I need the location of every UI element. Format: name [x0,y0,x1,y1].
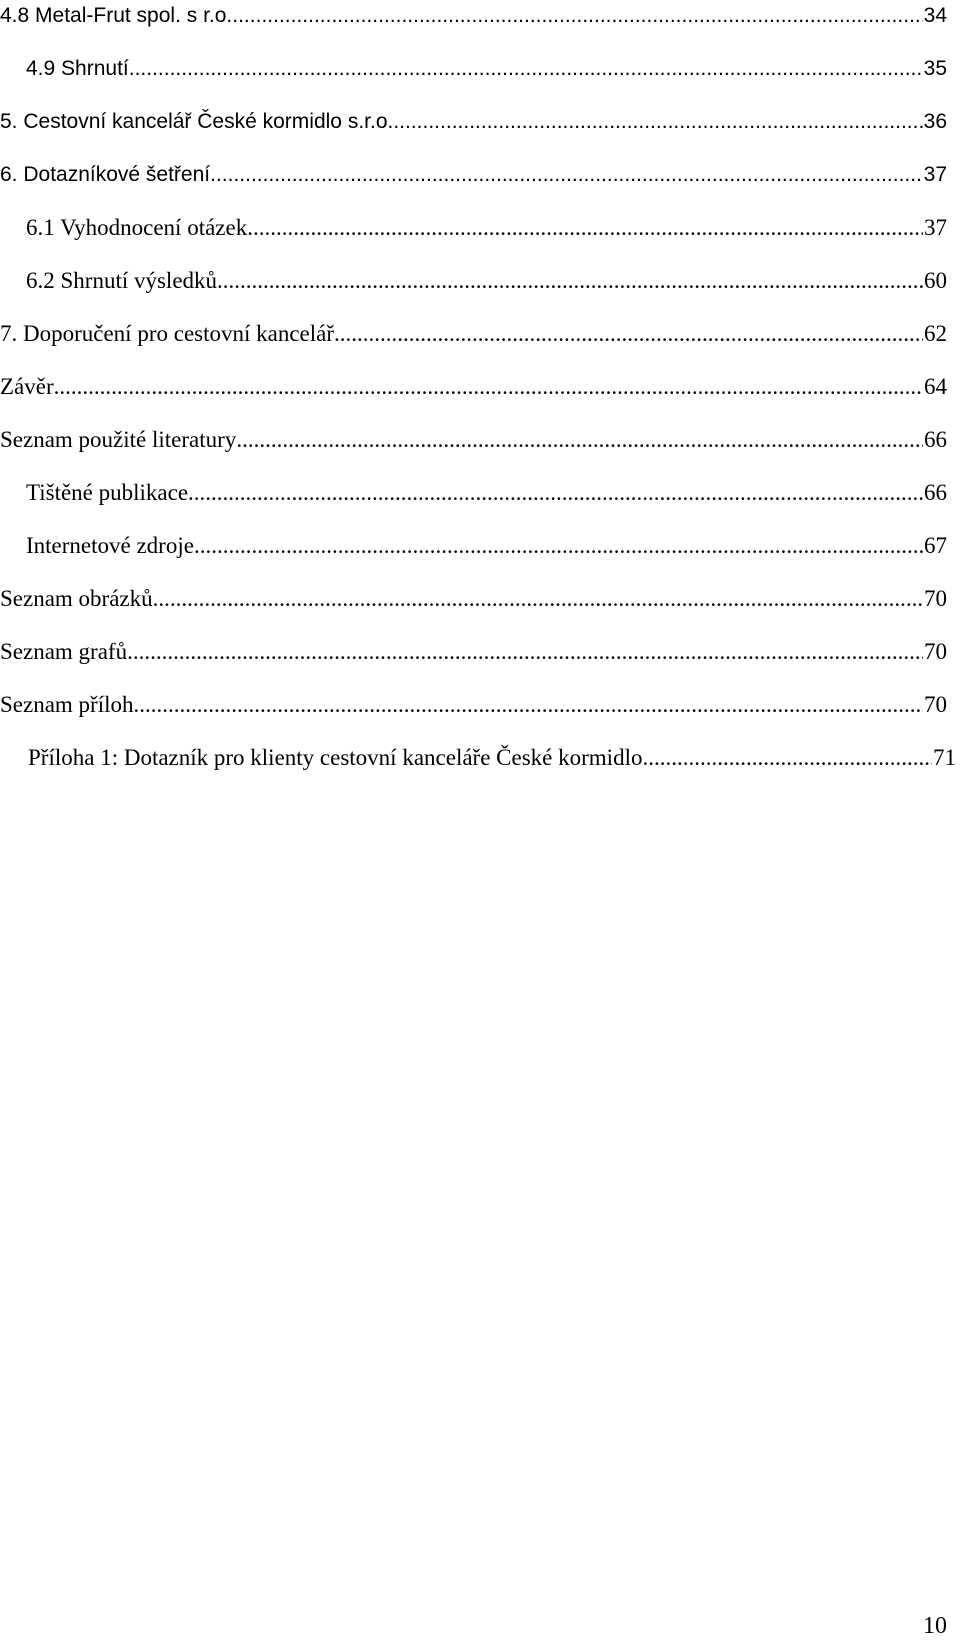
toc-entry [0,583,947,615]
toc-entry-title: Závěr [0,374,54,399]
toc-entry-page: 37 [924,215,947,240]
toc-leader-dots [217,265,923,297]
toc-entry-title: 5. Cestovní kancelář České kormidlo s.r.o. [0,110,394,133]
toc-entry-page: 37 [923,163,947,186]
toc-entry [0,371,947,403]
toc-leader-dots [153,583,923,615]
toc-entry-title: Internetové zdroje [26,533,194,558]
toc-entry-title: Tištěné publikace [26,480,189,505]
toc-entry [26,477,947,509]
toc-entry [0,636,947,668]
toc-leader-dots [236,424,923,456]
toc-entry [0,159,947,191]
toc-leader-dots [54,371,923,403]
toc-entry-page: 70 [924,639,947,664]
toc-entry [28,742,956,774]
toc-entry-title: 4.9 Shrnutí [26,57,129,80]
toc-entry-title: 6. Dotazníkové šetření [0,163,211,186]
toc-entry-page: 67 [924,533,947,558]
toc-entry-title: Seznam použité literatury [0,427,237,452]
toc-leader-dots [188,477,923,509]
toc-leader-dots [247,212,923,244]
toc-entry-page: 64 [924,374,947,399]
toc-leader-dots [334,318,923,350]
page-number: 10 [923,1613,947,1639]
toc-entry-page: 36 [923,110,947,133]
toc-entry-title: Seznam grafů [0,639,128,664]
toc-entry-page: 66 [924,480,947,505]
toc-entry-page: 34 [923,4,947,27]
toc-entry [0,106,947,138]
toc-entry [0,0,947,32]
toc-entry [0,689,947,721]
toc-entry-title: Příloha 1: Dotazník pro klienty cestovní kanceláře České kormidlo [28,745,643,770]
toc-entry-page: 60 [924,268,947,293]
toc-entry-title: Seznam obrázků [0,586,153,611]
toc-entry-page: 35 [923,57,947,80]
toc-leader-dots [393,106,922,138]
toc-leader-dots [642,742,932,774]
toc-entry-page: 70 [924,692,947,717]
toc-entry [26,265,947,297]
toc-entry-title: 6.1 Vyhodnocení otázek [26,215,248,240]
toc-entry-page: 62 [924,321,947,346]
toc-entry [26,530,947,562]
toc-entry-page: 70 [924,586,947,611]
toc-leader-dots [127,636,923,668]
toc-entry [0,424,947,456]
toc-entry-page: 71 [933,745,956,770]
toc-entry-title: 7. Doporučení pro cestovní kancelář [0,321,335,346]
toc-leader-dots [232,0,922,32]
toc-entry-page: 66 [924,427,947,452]
toc-leader-dots [210,159,923,191]
toc-entry-title: 4.8 Metal-Frut spol. s r.o. [0,4,233,27]
toc-entry-title: 6.2 Shrnutí výsledků [26,268,218,293]
toc-entry [26,212,947,244]
toc-leader-dots [134,689,924,721]
toc-entry [26,53,947,85]
toc-entry [0,318,947,350]
toc-leader-dots [194,530,923,562]
toc-entry-title: Seznam příloh [0,692,134,717]
toc-leader-dots [129,53,923,85]
